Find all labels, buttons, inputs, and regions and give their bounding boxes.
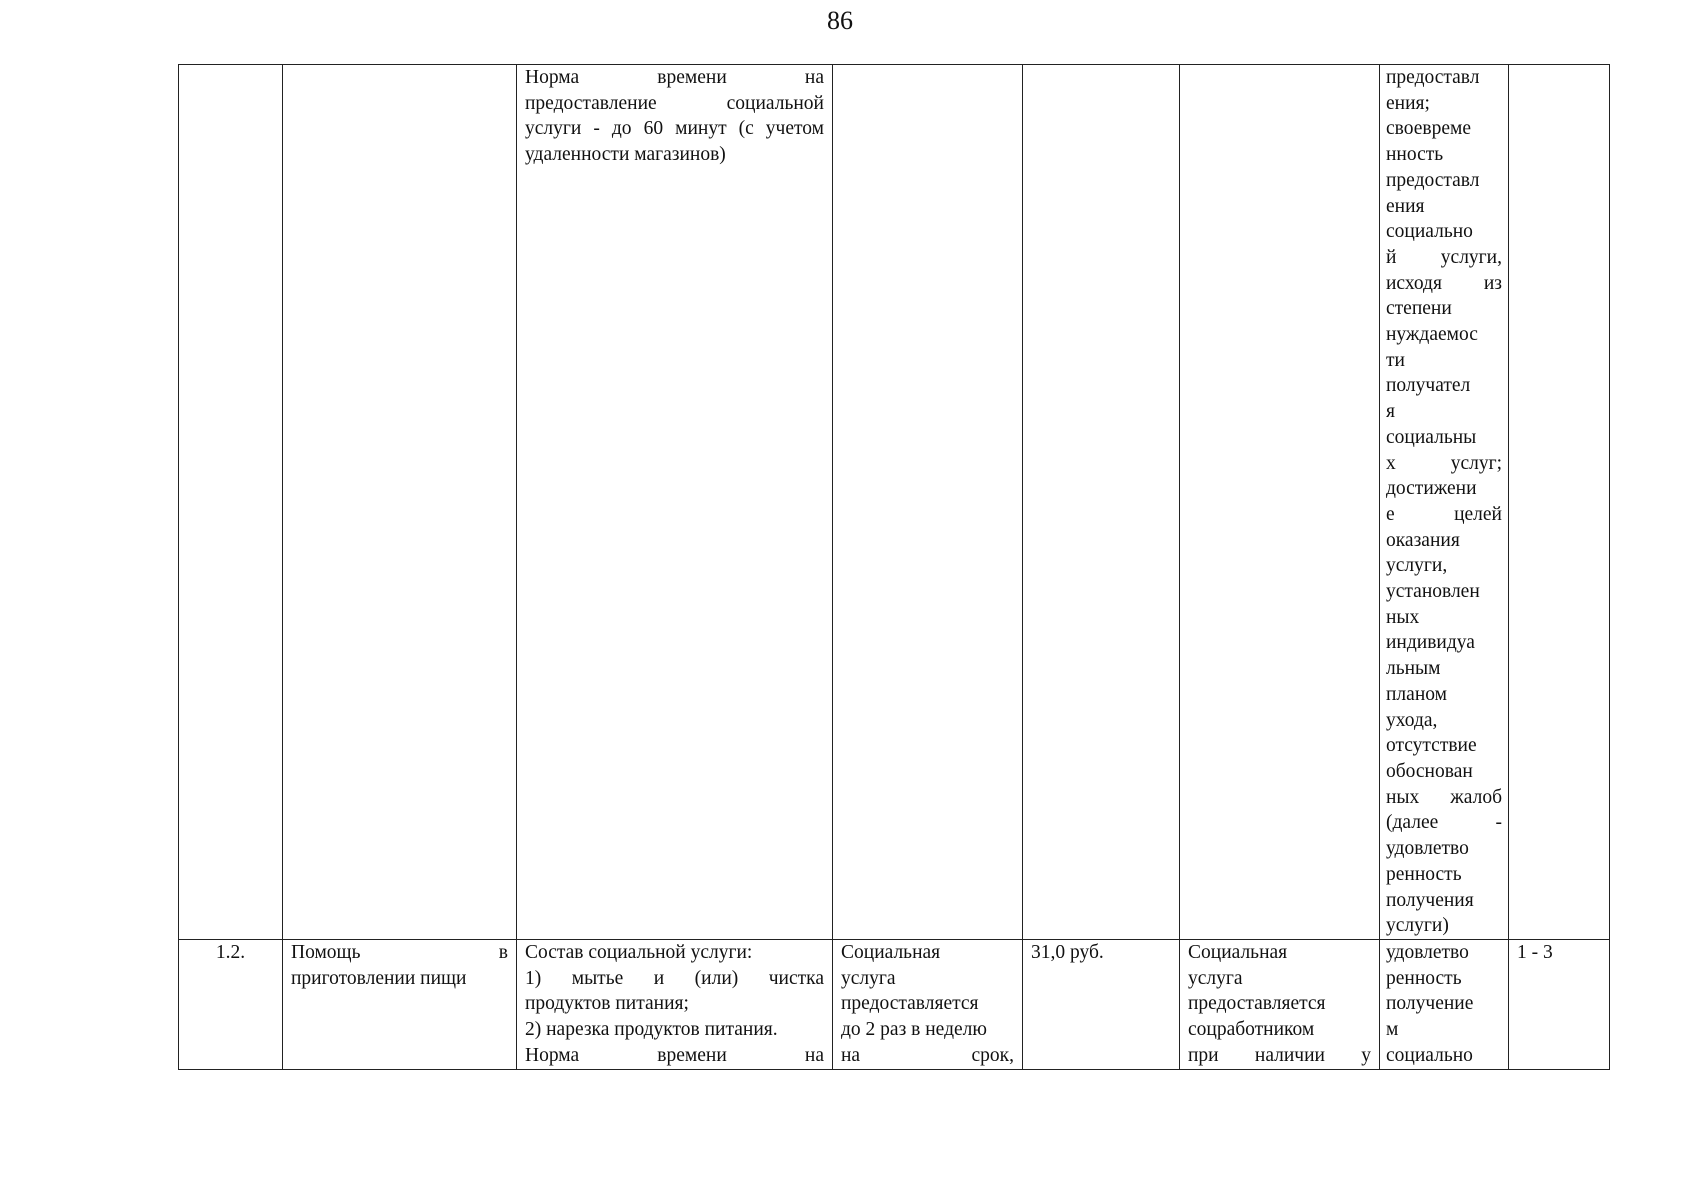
- quality-line: ухода,: [1386, 709, 1438, 731]
- conditions-line: при наличии у: [1188, 1044, 1371, 1066]
- quality-line: установлен: [1386, 581, 1480, 603]
- composition-line: продуктов питания;: [525, 993, 689, 1015]
- quality-line: ных: [1386, 606, 1420, 628]
- quality-line: ения;: [1386, 92, 1430, 114]
- frequency-line: на срок,: [841, 1044, 1014, 1066]
- conditions-line: предоставляется: [1188, 993, 1326, 1015]
- quality-line: нность: [1386, 144, 1444, 166]
- quality-line: предоставл: [1386, 169, 1480, 191]
- quality-line: ти: [1386, 349, 1405, 371]
- quality-line: ренность: [1386, 967, 1462, 989]
- quality-line: м: [1386, 1019, 1399, 1041]
- quality-line: ренность: [1386, 863, 1462, 885]
- quality-line: е целей: [1386, 503, 1502, 525]
- frequency-line: предоставляется: [841, 993, 979, 1015]
- quality-cell: [1380, 940, 1509, 1070]
- quality-line: достижени: [1386, 478, 1477, 500]
- quality-line: (далее -: [1386, 812, 1502, 834]
- quality-line: получения: [1386, 889, 1474, 911]
- quality-line: индивидуа: [1386, 632, 1475, 654]
- frequency-line: Социальная: [841, 942, 941, 963]
- composition-line: 2) нарезка продуктов питания.: [525, 1019, 778, 1041]
- composition-line: Норма времени на: [525, 1044, 824, 1066]
- service-name-cell: [283, 65, 517, 940]
- evaluation-cell: [1509, 65, 1610, 940]
- quality-line: х услуг;: [1386, 452, 1502, 474]
- composition-line: 1) мытье и (или) чистка: [525, 967, 824, 989]
- conditions-line: услуга: [1188, 967, 1243, 989]
- quality-line: удовлетво: [1386, 942, 1469, 963]
- frequency-line: до 2 раз в неделю: [841, 1019, 987, 1041]
- quality-line: оказания: [1386, 529, 1460, 551]
- service-name-line: Помощь в: [291, 942, 508, 963]
- conditions-line: Социальная: [1188, 942, 1288, 963]
- quality-line: услуги,: [1386, 555, 1448, 577]
- table-row: [179, 940, 1610, 1070]
- service-name-line: приготовлении пищи: [291, 967, 467, 989]
- number-cell: [179, 65, 283, 940]
- quality-line: исходя из: [1386, 272, 1502, 294]
- service-name-cell: [283, 940, 517, 1070]
- page-number: 86: [827, 6, 853, 35]
- quality-line: получател: [1386, 375, 1471, 397]
- tariff-cell: [1023, 65, 1180, 940]
- frequency-line: услуга: [841, 967, 896, 989]
- quality-line: льным: [1386, 658, 1441, 680]
- conditions-line: соцработником: [1188, 1019, 1315, 1041]
- composition-line: Норма времени на: [525, 67, 824, 88]
- composition-cell: [517, 940, 833, 1070]
- quality-line: получение: [1386, 993, 1474, 1015]
- evaluation-cell: 1 - 3: [1509, 940, 1610, 1070]
- quality-line: своевреме: [1386, 118, 1471, 140]
- quality-line: удовлетво: [1386, 838, 1469, 860]
- services-table: [178, 64, 1610, 1070]
- composition-line: удаленности магазинов): [525, 144, 726, 166]
- quality-cell: [1380, 65, 1509, 940]
- quality-line: социально: [1386, 221, 1473, 243]
- quality-line: й услуги,: [1386, 246, 1502, 268]
- conditions-cell: [1180, 65, 1380, 940]
- quality-line: я: [1386, 401, 1395, 423]
- quality-line: услуги): [1386, 915, 1449, 937]
- quality-line: социальны: [1386, 426, 1477, 448]
- composition-line: Состав социальной услуги:: [525, 942, 753, 963]
- quality-line: степени: [1386, 298, 1452, 320]
- quality-line: ных жалоб: [1386, 786, 1502, 808]
- composition-cell: [517, 65, 833, 940]
- quality-line: планом: [1386, 683, 1447, 705]
- number-cell: 1.2.: [179, 940, 283, 1070]
- conditions-cell: [1180, 940, 1380, 1070]
- quality-line: отсутствие: [1386, 735, 1477, 757]
- tariff-cell: 31,0 руб.: [1023, 940, 1180, 1070]
- composition-line: услуги - до 60 минут (с учетом: [525, 118, 824, 140]
- quality-line: обоснован: [1386, 760, 1473, 782]
- composition-line: предоставление социальной: [525, 92, 824, 114]
- frequency-cell: [833, 940, 1023, 1070]
- quality-line: предоставл: [1386, 67, 1480, 88]
- table-row: [179, 65, 1610, 940]
- quality-line: ения: [1386, 195, 1425, 217]
- quality-line: социально: [1386, 1044, 1473, 1066]
- quality-line: нуждаемос: [1386, 324, 1478, 346]
- frequency-cell: [833, 65, 1023, 940]
